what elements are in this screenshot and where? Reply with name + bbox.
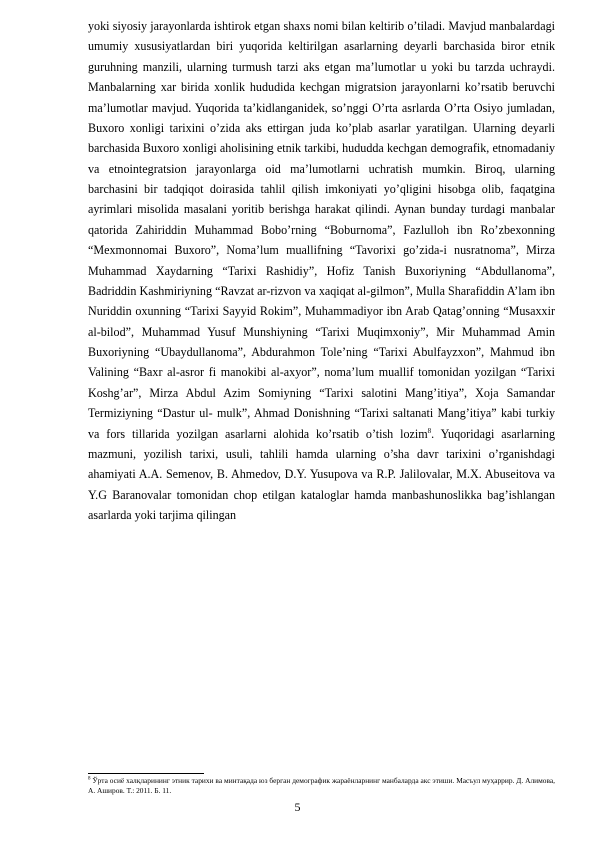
body-text-part-1: yoki siyosiy jarayonlarda ishtirok etgan shaxs nomi bilan keltirib o’tiladi. Mavjud manbalardagi umumiy xususiyatlardan biri yuqorida keltirilgan asarlarning deyarli barchasida biror etnik guruhning manzili, ularning turmush tarzi aks etgan ma’lumotlar u yoki bu tarzda uchraydi. Manbalarning xar birida xonlik hududida kechgan migratsion jarayonlarni ko’rsatib beruvchi ma’lumotlar mavjud. Yuqorida ta’kidlanganidek, so’nggi O’rta asrlarda O’rta Osiyo jumladan, Buxoro xonligi tarixini o’zida aks ettirgan juda ko’plab asarlar yaratilgan. Ularning deyarli barchasida Buxoro xonligi aholisining etnik tarkibi, hududda kechgan demografik, etnomadaniy va etnointegratsion jarayonlarga oid ma’lumotlarni uchratish mumkin. Biroq, ularning barchasini bir tadqiqot doirasida tahlil qilish imkoniyati yo’qligini hisobga olib, faqatgina ayrimlari misolida masalani yoritib berishga harakat qilindi. Aynan bunday turdagi manbalar qatorida Zahiriddin Muhammad Bobo’rning “Boburnoma”, Fazlulloh ibn Ro’zbexonning “Mexmonnomai Buxoro”, Noma’lum muallifning “Tavorixi go’zida-i nusratnoma”, Mirza Muhammad Xaydarning “Tarixi Rashidiy”, Hofiz Tanish Buxoriyning “Abdullanoma”, Badriddin Kashmiriyning “Ravzat ar-rizvon va xaqiqat al-gilmon”, Mulla Sharafiddin A’lam ibn Nuriddin oxunning “Tarixi Sayyid Rokim”, Muhammadiyor ibn Arab Qatag’onning “Musaxxir al-bilod”, Muhammad Yusuf Munshiyning “Tarixi Muqimxoniy”, Mir Muhammad Amin Buxoriyning “Ubaydullanoma”, Abdurahmon Tole’ning “Tarixi Abulfayzxon”, Mahmud ibn Valining “Baxr al-asror fi manokibi al-axyor”, noma’lum muallif tomonidan yozilgan “Tarixi Koshg’ar”, Mirza Abdul Azim Somiyning “Tarixi salotini Mang’itiya”, Xoja Samandar Termiziyning “Dastur ul- mulk”, Ahmad Donishning “Tarixi saltanati Mang’itiya” kabi turkiy va fors tillarida yozilgan asarlarni alohida ko’rsatib o’tish lozim bbox=[88, 19, 555, 441]
page-number: 5 bbox=[294, 800, 301, 814]
body-paragraph bbox=[88, 16, 555, 525]
footnote-separator bbox=[88, 773, 204, 774]
footnote-text: Ўрта осиё халқларининг этник тарихи ва минтақада юз берган демографик жараёнларнинг манбаларда акс этиши. Масъул муҳаррир. Д. Алимова, А. Аширов. Т.: 2011. Б. 11. bbox=[88, 776, 555, 795]
body-text-part-2: . Yuqoridagi asarlarning mazmuni, yozilish tarixi, usuli, tahlili hamda ularning o’sha davr tarixini o’rganishdagi ahamiyati A.A. Semenov, B. Ahmedov, D.Y. Yusupova va R.P. Jalilovalar, M.X. Abuseitova va Y.G Baranovalar tomonidan chop etilgan kataloglar hamda manbashunoslikka bag’ishlangan asarlarda yoki tarjima qilingan bbox=[88, 426, 555, 522]
footnote-mark: 8 bbox=[88, 776, 91, 782]
footnote bbox=[88, 776, 555, 796]
footnote-reference[interactable]: 8 bbox=[427, 426, 432, 435]
